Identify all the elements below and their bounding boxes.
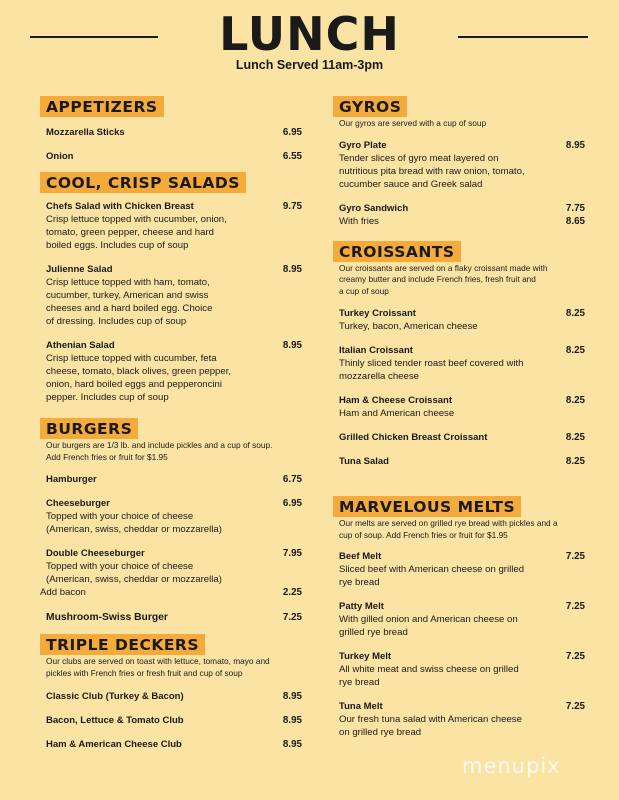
menu-item [46, 611, 302, 624]
item-description: cucumber, turkey, American and swiss [46, 290, 209, 301]
item-description: Crisp lettuce topped with ham, tomato, [46, 277, 210, 288]
item-price: 6.75 [282, 474, 302, 485]
section-title-salads: COOL, CRISP SALADS [40, 172, 246, 193]
item-description: tomato, green pepper, cheese and hard [46, 227, 215, 238]
item-description: With gilled onion and American cheese on [339, 614, 518, 625]
menu-item [46, 714, 302, 727]
item-description: of dressing. Includes cup of soup [46, 316, 187, 327]
item-name: Classic Club (Turkey & Bacon) [46, 691, 184, 702]
item-description: Our fresh tuna salad with American cheese [339, 714, 522, 725]
item-name: Julienne Salad [46, 264, 113, 275]
section-note: Our croissants are served on a flaky croissant made with [339, 262, 548, 273]
item-name: Hamburger [46, 474, 97, 485]
title-rule-right [458, 36, 588, 38]
item-description: rye bread [339, 677, 380, 688]
item-price: 7.25 [565, 651, 585, 662]
menu-item [46, 547, 302, 586]
right-column [333, 96, 585, 739]
item-price: 7.25 [565, 701, 585, 712]
menu-item [339, 344, 585, 383]
item-description: cucumber sauce and Greek salad [339, 178, 483, 190]
item-description: All white meat and swiss cheese on grilled [339, 664, 519, 675]
section-title-croissants: CROISSANTS [333, 241, 461, 262]
item-name: Turkey Melt [339, 651, 392, 662]
item-name: Bacon, Lettuce & Tomato Club [46, 715, 184, 726]
add-on-price: 2.25 [282, 587, 302, 598]
left-column [40, 96, 302, 751]
section-note: Our gyros are served with a cup of soup [339, 118, 487, 128]
section-title-triple-deckers: TRIPLE DECKERS [40, 634, 205, 655]
menu-item [46, 263, 302, 328]
section-croissants [333, 241, 585, 469]
section-note: Our burgers are 1/3 lb. and include pickles and a cup of soup. [46, 440, 273, 450]
section-burgers [40, 418, 302, 624]
menu-title: LUNCH [219, 7, 400, 61]
section-gyros [333, 96, 585, 228]
item-price: 8.95 [282, 691, 302, 702]
item-description: cheeses and a hard boiled egg. Choice [46, 303, 213, 314]
item-name: Cheeseburger [46, 498, 110, 509]
item-name: Grilled Chicken Breast Croissant [339, 432, 488, 443]
menupix-watermark: menupix [462, 754, 561, 778]
item-description: rye bread [339, 577, 380, 588]
item-price: 7.25 [565, 551, 585, 562]
menu-item [46, 497, 302, 536]
item-description: Topped with your choice of cheese [46, 511, 194, 522]
section-note: Add French fries or fruit for $1.95 [46, 451, 168, 462]
item-price-with-fries: 8.65 [565, 215, 585, 227]
item-price: 8.25 [565, 345, 585, 356]
item-price: 8.95 [282, 340, 302, 351]
item-name: Mozzarella Sticks [46, 127, 125, 138]
menu-subtitle: Lunch Served 11am-3pm [235, 58, 384, 72]
section-note: pickles with French fries or fresh fruit and cup of soup [46, 667, 243, 678]
menu-item [339, 550, 585, 589]
item-price: 7.75 [565, 202, 585, 214]
section-note: a cup of soup [339, 285, 389, 296]
item-description: Crisp lettuce topped with cucumber, onion, [46, 214, 227, 225]
menu-item [339, 394, 585, 420]
item-description: mozzarella cheese [339, 371, 419, 382]
add-on-option [40, 586, 302, 599]
item-price: 7.25 [282, 612, 302, 623]
item-description: Thinly sliced tender roast beef covered with [339, 358, 524, 369]
item-name: Athenian Salad [46, 340, 115, 351]
menu-item [46, 473, 302, 486]
item-name: Ham & Cheese Croissant [339, 395, 452, 406]
item-description: Ham and American cheese [339, 408, 455, 419]
menu-item [339, 455, 585, 468]
item-description: Tender slices of gyro meat layered on [339, 152, 499, 164]
menu-item [339, 700, 585, 739]
item-description: (American, swiss, cheddar or mozzarella) [46, 574, 222, 585]
section-note: Our melts are served on grilled rye bread with pickles and a [339, 518, 558, 528]
item-description: Crisp lettuce topped with cucumber, feta [46, 353, 217, 364]
item-description: Topped with your choice of cheese [46, 561, 194, 572]
section-triple-deckers [40, 634, 302, 751]
menu-item [339, 650, 585, 689]
item-description: pepper. Includes cup of soup [46, 392, 169, 403]
item-price: 8.95 [282, 715, 302, 726]
item-name: Double Cheeseburger [46, 548, 145, 559]
section-note: cup of soup. Add French fries or fruit for $1.95 [339, 529, 508, 540]
menu-item [46, 690, 302, 703]
item-price: 6.95 [282, 498, 302, 509]
item-description: onion, hard boiled eggs and pepperoncini [46, 379, 223, 390]
section-note: creamy butter and include French fries, fresh fruit and [339, 274, 536, 284]
menu-item [46, 738, 302, 751]
item-price: 8.25 [565, 308, 585, 319]
item-name: Tuna Melt [339, 701, 383, 712]
menu-header [0, 0, 619, 80]
menu-item [46, 200, 302, 252]
menu-item [339, 431, 585, 444]
item-name: Onion [46, 151, 74, 162]
item-name: Turkey Croissant [339, 308, 416, 319]
item-price: 8.25 [565, 432, 585, 443]
item-name: Beef Melt [339, 551, 382, 562]
section-note: Our clubs are served on toast with lettuce, tomato, mayo and [46, 656, 270, 666]
section-title-gyros: GYROS [333, 96, 407, 117]
item-name: Gyro Sandwich [339, 202, 409, 214]
section-title-appetizers: APPETIZERS [40, 96, 164, 117]
item-description: (American, swiss, cheddar or mozzarella) [46, 524, 222, 535]
item-description: Sliced beef with American cheese on grilled [339, 564, 525, 575]
section-melts [333, 496, 585, 739]
item-price: 7.25 [565, 601, 585, 612]
section-title-burgers: BURGERS [40, 418, 138, 439]
item-name: Chefs Salad with Chicken Breast [46, 201, 194, 212]
item-price: 8.25 [565, 456, 585, 467]
item-description: With fries [339, 215, 379, 227]
item-name: Gyro Plate [339, 139, 387, 151]
menu-item [339, 307, 585, 333]
item-description: Turkey, bacon, American cheese [339, 321, 478, 332]
item-description: nutritious pita bread with raw onion, tomato, [339, 165, 525, 177]
item-price: 7.95 [282, 548, 302, 559]
item-price: 6.55 [282, 151, 302, 162]
item-price: 8.25 [565, 395, 585, 406]
item-description: grilled rye bread [339, 627, 408, 638]
item-description: on grilled rye bread [339, 727, 422, 738]
item-name: Italian Croissant [339, 345, 413, 356]
item-price: 9.75 [282, 201, 302, 212]
add-on-label: Add bacon [40, 587, 86, 598]
item-name: Patty Melt [339, 601, 384, 612]
item-description: boiled eggs. Includes cup of soup [46, 240, 189, 251]
item-description: cheese, tomato, black olives, green pepper, [46, 366, 232, 377]
menu-item [339, 600, 585, 639]
item-name: Mushroom-Swiss Burger [46, 612, 168, 623]
item-name: Ham & American Cheese Club [46, 739, 182, 750]
menu-item [46, 126, 302, 139]
item-price: 8.95 [282, 264, 302, 275]
section-title-melts: MARVELOUS MELTS [333, 496, 521, 517]
menu-item [46, 150, 302, 163]
menu-item [46, 339, 302, 404]
item-price: 8.95 [565, 139, 585, 151]
item-name: Tuna Salad [339, 456, 389, 467]
menu-item [339, 139, 585, 191]
item-price: 8.95 [282, 739, 302, 750]
section-salads [40, 172, 302, 404]
section-appetizers [40, 96, 302, 163]
item-price: 6.95 [282, 127, 302, 138]
menu-item [339, 202, 585, 228]
